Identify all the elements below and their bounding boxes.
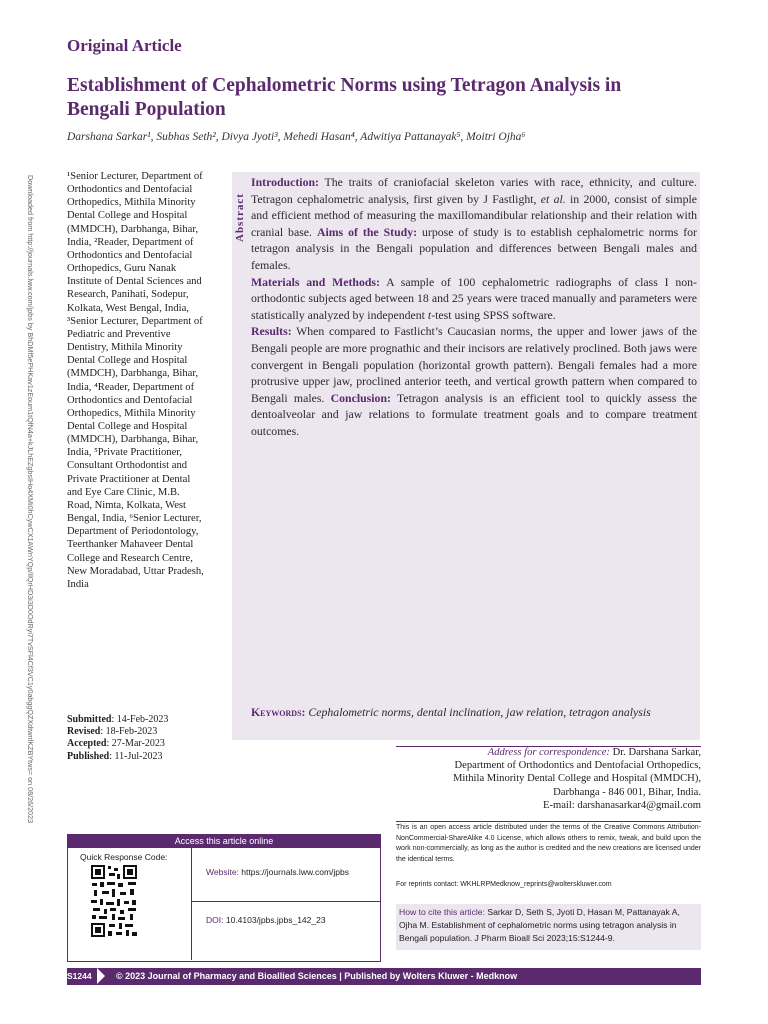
correspondence-label: Address for correspondence: (487, 747, 610, 758)
footer-arrow-icon (97, 968, 105, 984)
article-dates (67, 714, 217, 763)
correspondence-line-2: Mithila Minority Dental College and Hospital (MMDCH), (452, 773, 701, 785)
citation-label: How to cite this article: (399, 907, 485, 917)
results-heading: Results: (251, 324, 292, 339)
correspondence-name-line (396, 746, 701, 759)
author-list: Darshana Sarkar¹, Subhas Seth², Divya Jyoti³, Mehedi Hasan⁴, Adwitiya Pattanayak⁵, Moitri Ojha⁶ (67, 131, 526, 143)
date-submitted-label: Submitted (67, 714, 112, 725)
methods-text: A sample of 100 cephalometric radiographs of class I non-orthodontic subjects aged between 18 and 25 years were traced manually and parameters were statistically analyzed by independent (251, 274, 697, 322)
abstract-tab (232, 172, 250, 242)
access-horizontal-divider (191, 901, 381, 902)
qr-code-icon[interactable] (90, 864, 138, 938)
date-revised-label: Revised (67, 726, 101, 738)
keywords (251, 705, 697, 719)
date-published-value: : 11-Jul-2023 (109, 750, 163, 762)
doi-label: DOI: (206, 915, 224, 925)
website-line (206, 867, 349, 877)
date-published (67, 751, 217, 763)
license-divider (396, 821, 701, 822)
website-link[interactable]: https://journals.lww.com/jpbs (238, 867, 349, 877)
methods-heading: Materials and Methods: (251, 274, 380, 289)
correspondence-email: E-mail: darshanasarkar4@gmail.com (542, 799, 701, 811)
t-test-symbol: t (427, 307, 432, 322)
footer-page-number: S1244 (67, 971, 92, 981)
article-title: Establishment of Cephalometric Norms using Tetragon Analysis in Bengali Population (67, 75, 622, 120)
qr-label: Quick Response Code: (80, 852, 168, 862)
reprints-contact: For reprints contact: WKHLRPMedknow_reprints@wolterskluwer.com (396, 881, 612, 888)
intro-text-2: in 2000, consist of simple and efficient method of measuring the maxillomandibular relationship and their relation with cranial base. (251, 191, 697, 239)
doi-line (206, 915, 326, 925)
article-type: Original Article (67, 36, 182, 55)
aims-text: urpose of study is to establish cephalometric norms for tetragon analysis in the Bengali population and differences between Bengali males and females. (251, 224, 697, 272)
citation (399, 906, 699, 945)
date-accepted (67, 738, 217, 750)
results-text: When compared to Fastlicht’s Caucasian norms, the upper and lower jaws of the Bengali people are more prognathic and their incisors are relatively proclined. Both jaws were convergent in Bengali population (horizontal growth pattern). Bengali females had a more protrusive upper jaw, proclined anterior teeth, and vertical growth pattern when compared to Bengali males. (251, 324, 697, 405)
date-revised-value: : 18-Feb-2023 (100, 726, 158, 738)
access-header: Access this article online (67, 834, 381, 848)
keywords-label: Keywords: (251, 705, 306, 719)
intro-text: The traits of craniofacial skeleton varies with race, ethnicity, and culture. Tetragon cephalometric analysis, first given by J Fastlight, (251, 175, 697, 206)
correspondence-address (396, 746, 701, 812)
keywords-value: Cephalometric norms, dental inclination, jaw relation, tetragon analysis (305, 705, 651, 719)
website-label: Website: (206, 867, 239, 877)
date-accepted-label: Accepted (67, 738, 107, 750)
date-revised (67, 726, 217, 738)
footer-copyright: © 2023 Journal of Pharmacy and Bioallied Sciences | Published by Wolters Kluwer - Medknow (116, 971, 518, 981)
methods-text-2: -test using SPSS software. (431, 307, 556, 322)
correspondence-name: Dr. Darshana Sarkar, (609, 747, 701, 758)
abstract-text (251, 174, 697, 440)
date-published-label: Published (67, 750, 110, 762)
conclusion-text: Tetragon analysis is an efficient tool to quickly assess the dentoalveolar and jaw relations to formulate treatment goals and to compare treatment outcomes. (251, 390, 697, 438)
citation-text: Sarkar D, Seth S, Jyoti D, Hasan M, Pattanayak A, Ojha M. Establishment of cephalometric norms using tetragon analysis in Bengali population. J Pharm Bioall Sci 2023;15:S1244-9. (399, 907, 680, 943)
correspondence-line-3: Darbhanga - 846 001, Bihar, India. (553, 786, 701, 798)
affiliations: ¹Senior Lecturer, Department of Orthodontics and Dentofacial Orthopedics, Mithila Minority Dental College and Hospital (MMDCH), Darbhanga, Bihar, India, ²Reader, Department of Orthodontics and Dentofacial Orthopedics, Guru Nanak Institute of Dental Sciences and Research, Panihati, Sodepur, Kolkata, West Bengal, India, ³Senior Lecturer, Department of Pediatric and Preventive Dentistry, Mithila Minority Dental College and Hospital (MMDCH), Darbhanga, Bihar, India, ⁴Reader, Department of Orthodontics and Dentofacial Orthopedics, Mithila Minority Dental College and Hospital (MMDCH), Darbhanga, Bihar, India, ⁵Private Practitioner, Consultant Orthodontist and Private Practitioner at Dental and Eye Care Clinic, M.B. Road, Nimta, Kolkata, West Bengal, India, ⁶Senior Lecturer, Department of Periodontology, Teerthanker Mahaveer Dental College and Research Centre, New Moradabad, Uttar Pradesh, India (67, 171, 204, 590)
correspondence-line-1: Department of Orthodontics and Dentofacial Orthopedics, (454, 760, 701, 772)
aims-heading: Aims of the Study: (316, 224, 418, 239)
license-text: This is an open access article distributed under the terms of the Creative Commons Attribution-NonCommercial-ShareAlike 4.0 License, which allows others to remix, tweak, and build upon the work non-commercially, as long as the author is credited and the new creations are licensed under the identical terms. (396, 824, 701, 863)
date-accepted-value: : 27-Mar-2023 (106, 738, 165, 750)
conclusion-heading: Conclusion: (330, 390, 391, 405)
date-submitted-value: : 14-Feb-2023 (111, 714, 169, 725)
access-vertical-divider (191, 848, 192, 960)
doi-link[interactable]: 10.4103/jpbs.jpbs_142_23 (223, 915, 326, 925)
date-submitted (67, 714, 217, 726)
download-watermark-text: Downloaded from http://journals.lww.com/jpbs by BhDMf5ePHKav1zEoum1tQfN4a+kJLhEZgbsIHo4XMi0hCywCX1AWnYQp/IlQrHD3i3D0OdRyi7TvSFl4Cf3VC1y0abggQZXdtwnfKZBYtws= on 08/26/2023 (26, 175, 35, 824)
et-al: et al. (540, 191, 566, 206)
intro-heading: Introduction: (251, 175, 319, 189)
abstract-tab-label: Abstract (234, 193, 246, 242)
download-watermark (20, 175, 35, 824)
